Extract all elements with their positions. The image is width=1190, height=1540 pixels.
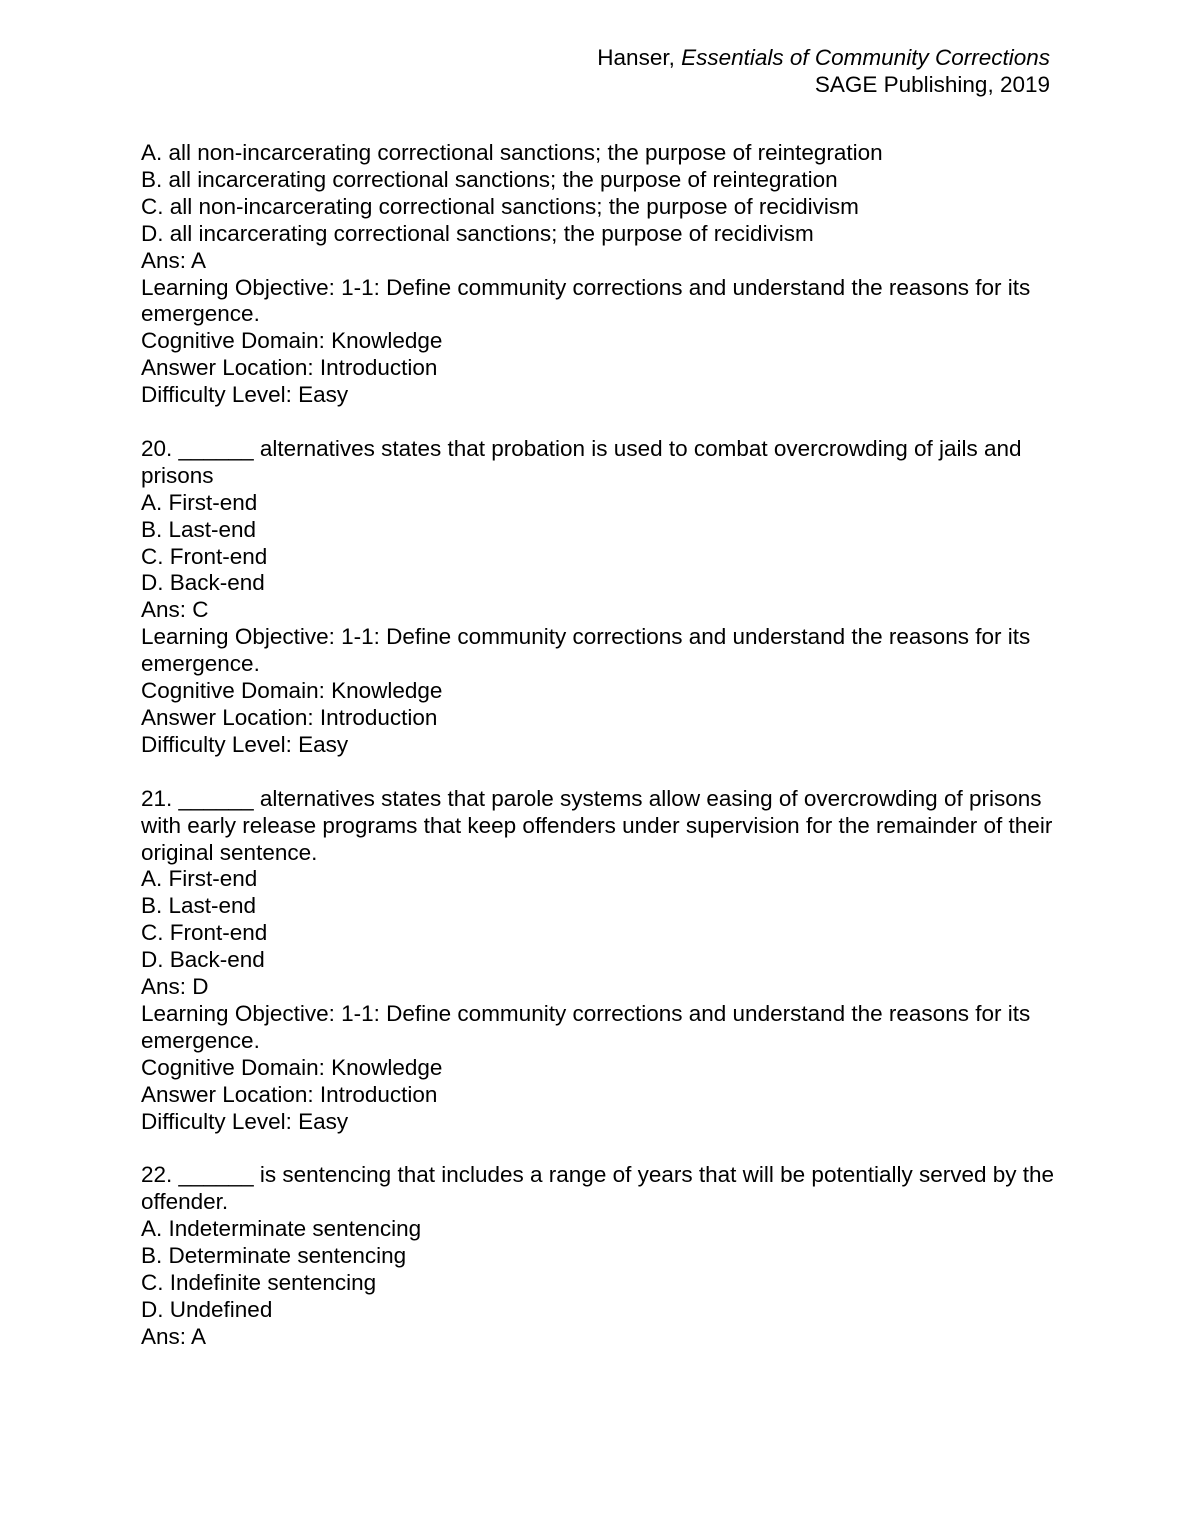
question-20 bbox=[141, 436, 1056, 759]
question-21 bbox=[141, 785, 1059, 1136]
page-content bbox=[141, 140, 1061, 1351]
question-stem: 21. ______ alternatives states that parole systems allow easing of overcrowding of prisons with early release programs that keep offenders under supervision for the remainder of their original sentence. bbox=[141, 785, 1059, 865]
answer-option: B. Last-end bbox=[141, 516, 257, 542]
answer-option: C. all non-incarcerating correctional sanctions; the purpose of recidivism bbox=[141, 193, 859, 219]
learning-objective: Learning Objective: 1-1: Define community corrections and understand the reasons for its emergence. bbox=[141, 274, 1037, 327]
answer-key: Ans: A bbox=[141, 1323, 207, 1349]
question-19-continued bbox=[141, 140, 1056, 409]
header-title-line bbox=[597, 44, 1050, 71]
difficulty-level: Difficulty Level: Easy bbox=[141, 382, 349, 408]
answer-option: B. Determinate sentencing bbox=[141, 1243, 407, 1269]
answer-option: D. Back-end bbox=[141, 570, 265, 596]
header-author: Hanser, bbox=[597, 45, 675, 70]
cognitive-domain: Cognitive Domain: Knowledge bbox=[141, 678, 443, 704]
difficulty-level: Difficulty Level: Easy bbox=[141, 1108, 349, 1134]
question-stem: 20. ______ alternatives states that probation is used to combat overcrowding of jails and prisons bbox=[141, 435, 1028, 488]
answer-option: C. Front-end bbox=[141, 920, 268, 946]
answer-location: Answer Location: Introduction bbox=[141, 705, 438, 731]
difficulty-level: Difficulty Level: Easy bbox=[141, 731, 349, 757]
answer-option: B. Last-end bbox=[141, 893, 257, 919]
answer-option: D. all incarcerating correctional sanctions; the purpose of recidivism bbox=[141, 220, 814, 246]
answer-option: B. all incarcerating correctional sanctions; the purpose of reintegration bbox=[141, 166, 838, 192]
answer-location: Answer Location: Introduction bbox=[141, 1081, 438, 1107]
cognitive-domain: Cognitive Domain: Knowledge bbox=[141, 328, 443, 354]
answer-option: A. all non-incarcerating correctional sanctions; the purpose of reintegration bbox=[141, 140, 883, 165]
answer-option: D. Undefined bbox=[141, 1296, 273, 1322]
header-book-title: Essentials of Community Corrections bbox=[681, 45, 1050, 70]
answer-key: Ans: A bbox=[141, 247, 207, 273]
answer-key: Ans: C bbox=[141, 597, 209, 623]
learning-objective: Learning Objective: 1-1: Define community corrections and understand the reasons for its emergence. bbox=[141, 624, 1037, 677]
question-stem: 22. ______ is sentencing that includes a range of years that will be potentially served by the offender. bbox=[141, 1162, 1061, 1215]
page-header bbox=[597, 44, 1050, 98]
learning-objective: Learning Objective: 1-1: Define community corrections and understand the reasons for its emergence. bbox=[141, 1000, 1037, 1053]
answer-location: Answer Location: Introduction bbox=[141, 355, 438, 381]
answer-option: D. Back-end bbox=[141, 947, 265, 973]
question-22 bbox=[141, 1162, 1061, 1350]
answer-option: A. First-end bbox=[141, 866, 258, 892]
answer-key: Ans: D bbox=[141, 974, 209, 1000]
answer-option: A. Indeterminate sentencing bbox=[141, 1216, 422, 1242]
answer-option: C. Indefinite sentencing bbox=[141, 1270, 377, 1296]
answer-option: C. Front-end bbox=[141, 543, 268, 569]
header-publisher: SAGE Publishing, 2019 bbox=[814, 72, 1050, 97]
cognitive-domain: Cognitive Domain: Knowledge bbox=[141, 1054, 443, 1080]
answer-option: A. First-end bbox=[141, 489, 258, 515]
